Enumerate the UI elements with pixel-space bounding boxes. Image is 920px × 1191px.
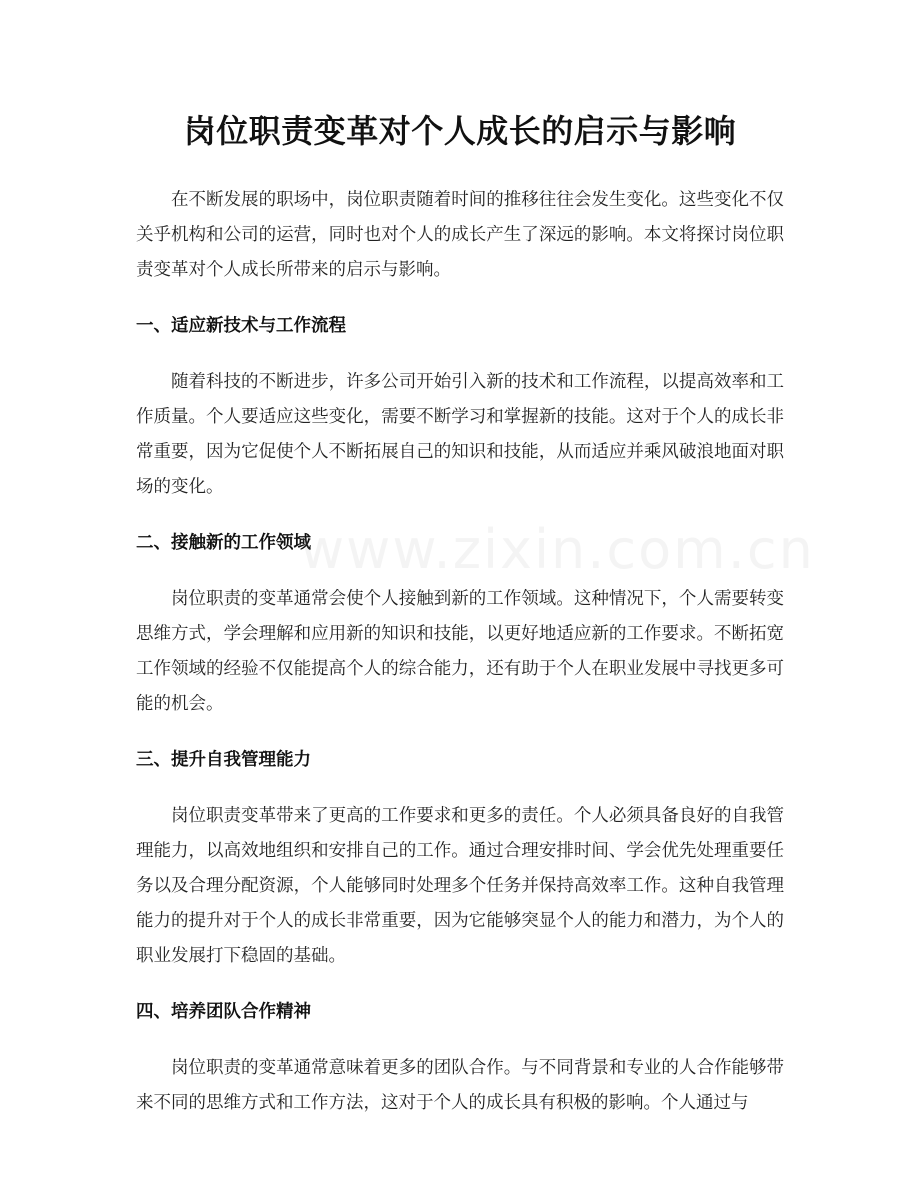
section-heading-4: 四、培养团队合作精神 (136, 1002, 311, 1022)
section-body-3: 岗位职责变革带来了更高的工作要求和更多的责任。个人必须具备良好的自我管理能力，以高效地组织和安排自己的工作。通过合理安排时间、学会优先处理重要任务以及合理分配资源，个人能够同时处理多个任务并保持高效率工作。这种自我管理能力的提升对于个人的成长非常重要，因为它能够突显个人的能力和潜力，为个人的职业发展打下稳固的基础。 (136, 806, 784, 966)
page-title: 岗位职责变革对个人成长的启示与影响 (183, 112, 737, 150)
section-heading-1: 一、适应新技术与工作流程 (136, 316, 346, 336)
section-heading-3: 三、提升自我管理能力 (136, 750, 311, 770)
section-body-2: 岗位职责的变革通常会使个人接触到新的工作领域。这种情况下，个人需要转变思维方式，学会理解和应用新的知识和技能，以更好地适应新的工作要求。不断拓宽工作领域的经验不仅能提高个人的综合能力，还有助于个人在职业发展中寻找更多可能的机会。 (136, 589, 784, 714)
intro-paragraph: 在不断发展的职场中，岗位职责随着时间的推移往往会发生变化。这些变化不仅关乎机构和公司的运营，同时也对个人的成长产生了深远的影响。本文将探讨岗位职责变革对个人成长所带来的启示与影响。 (136, 190, 784, 280)
watermark: www.zixin.com.cn (300, 518, 815, 581)
section-body-4: 岗位职责的变革通常意味着更多的团队合作。与不同背景和专业的人合作能够带来不同的思维方式和工作方法，这对于个人的成长具有积极的影响。个人通过与 (136, 1058, 784, 1113)
section-heading-2: 二、接触新的工作领域 (136, 533, 311, 553)
section-body-1: 随着科技的不断进步，许多公司开始引入新的技术和工作流程，以提高效率和工作质量。个人要适应这些变化，需要不断学习和掌握新的技能。这对于个人的成长非常重要，因为它促使个人不断拓展自己的知识和技能，从而适应并乘风破浪地面对职场的变化。 (136, 372, 784, 497)
